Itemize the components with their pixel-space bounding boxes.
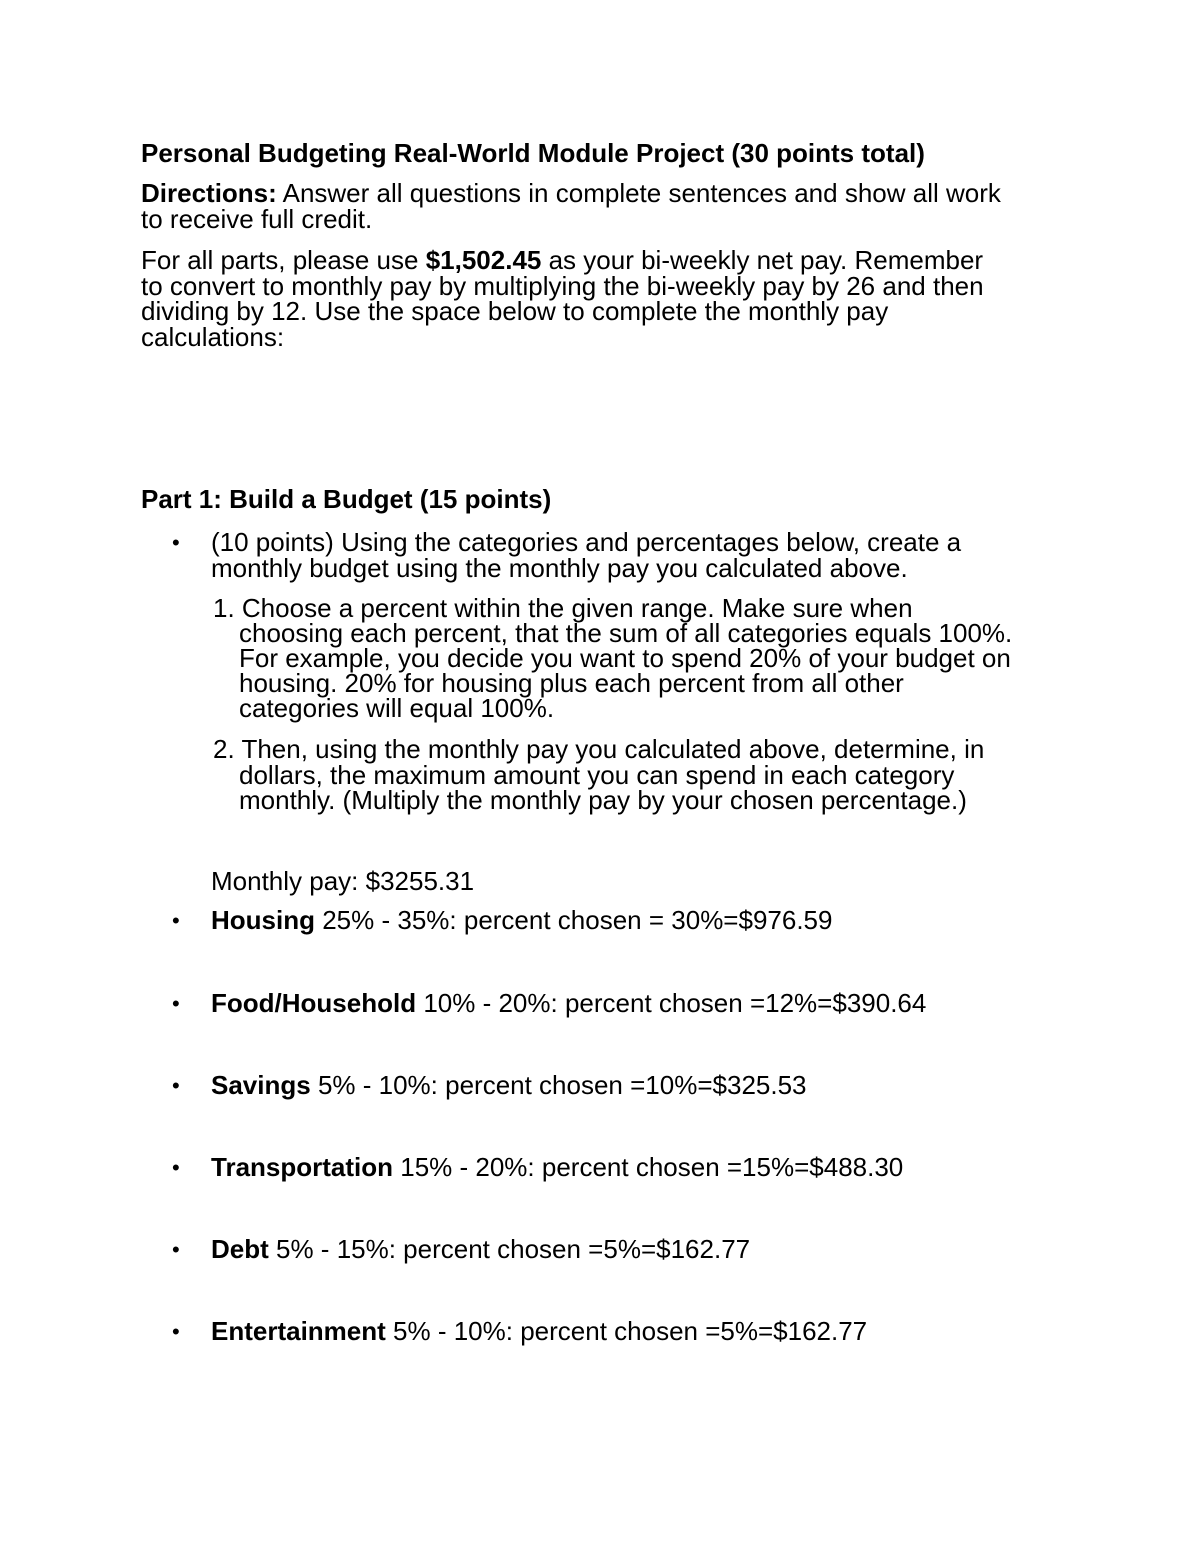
task-line-2: monthly budget using the monthly pay you calculated above. [211,553,908,583]
category-food-household [211,990,926,1016]
category-name: Debt [211,1234,269,1264]
category-entertainment [211,1318,867,1344]
biweekly-pay-amount: $1,502.45 [425,245,542,275]
task-line-1: (10 points) Using the categories and percentages below, create a [211,527,962,557]
bullet: • [172,1319,180,1344]
part1-heading: Part 1: Build a Budget (15 points) [141,484,552,514]
intro-line-2: to convert to monthly pay by multiplying the bi-weekly pay by 26 and then [141,271,984,301]
intro-line-1 [141,247,983,273]
calculation-space [141,355,1051,475]
directions-line-2: to receive full credit. [141,204,373,234]
category-detail: 5% - 15%: percent chosen =5%=$162.77 [268,1234,751,1264]
category-housing [211,907,832,933]
step1-line-2: choosing each percent, that the sum of all categories equals 100%. [239,618,1013,648]
category-name: Food/Household [211,988,417,1018]
category-detail: 25% - 35%: percent chosen = 30%=$976.59 [315,905,833,935]
intro-line-3: dividing by 12. Use the space below to complete the monthly pay [141,296,889,326]
step1-line-3: For example, you decide you want to spend 20% of your budget on [239,643,1011,673]
category-detail: 5% - 10%: percent chosen =10%=$325.53 [310,1070,807,1100]
category-savings [211,1072,807,1098]
bullet: • [172,908,180,933]
bullet: • [172,991,180,1016]
category-debt [211,1236,750,1262]
bullet: • [172,530,180,555]
step1-line-4: housing. 20% for housing plus each percent from all other [239,668,904,698]
category-detail: 10% - 20%: percent chosen =12%=$390.64 [416,988,927,1018]
category-name: Housing [211,905,315,935]
step2-line-2: dollars, the maximum amount you can spend in each category [239,760,955,790]
category-name: Entertainment [211,1316,386,1346]
intro-line-4: calculations: [141,322,285,352]
bullet: • [172,1073,180,1098]
directions-label: Directions: [141,178,277,208]
category-detail: 5% - 10%: percent chosen =5%=$162.77 [385,1316,868,1346]
category-detail: 15% - 20%: percent chosen =15%=$488.30 [393,1152,904,1182]
directions-text-1: Answer all questions in complete sentences and show all work [276,178,1001,208]
bullet: • [172,1237,180,1262]
step1-line-1: 1. Choose a percent within the given range. Make sure when [213,593,913,623]
document-title: Personal Budgeting Real-World Module Project (30 points total) [141,138,925,168]
bullet: • [172,1155,180,1180]
intro-pre: For all parts, please use [141,245,426,275]
step2-line-3: monthly. (Multiply the monthly pay by your chosen percentage.) [239,785,967,815]
category-transportation [211,1154,903,1180]
step1-line-5: categories will equal 100%. [239,693,555,723]
step2-line-1: 2. Then, using the monthly pay you calculated above, determine, in [213,734,985,764]
category-name: Transportation [211,1152,394,1182]
directions-line-1 [141,180,1001,206]
intro-post: as your bi-weekly net pay. Remember [541,245,984,275]
monthly-pay: Monthly pay: $3255.31 [211,866,475,896]
category-name: Savings [211,1070,311,1100]
